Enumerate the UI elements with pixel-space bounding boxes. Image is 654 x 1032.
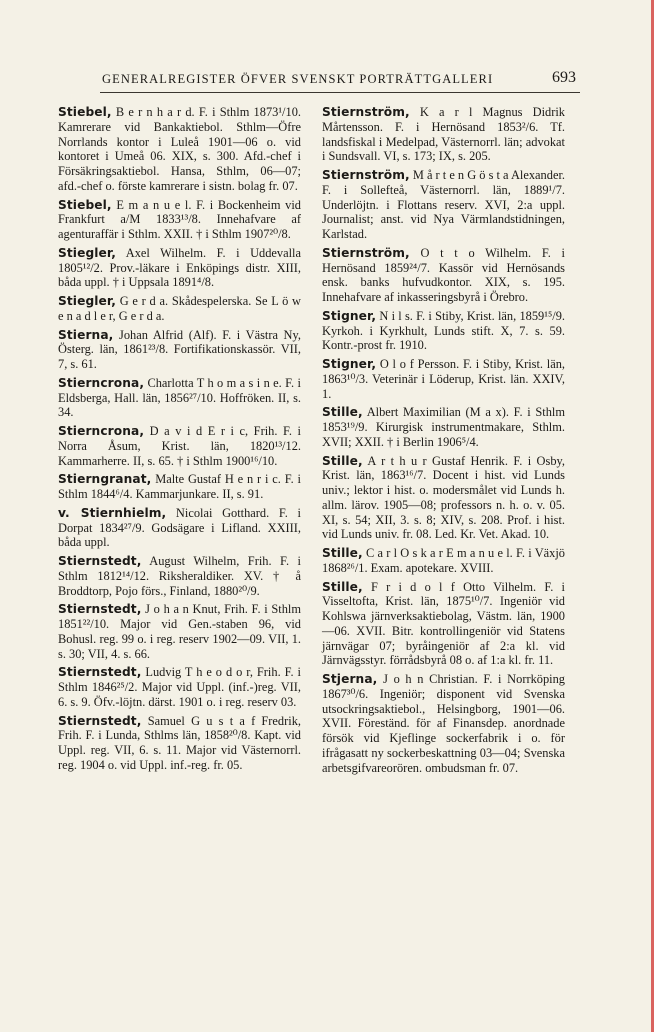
entry-surname: Stigner, — [322, 308, 377, 323]
register-entry — [58, 198, 301, 242]
entry-details: A r t h u r Gustaf Henrik. F. i Osby, Krist. län, 1863¹⁶/7. Docent i hist. vid Lunds univ.; lektor i hist. o. modersmålet vid Lunds h. allm. lärov. 1905—08; professors n. h. o. v. 05. XI, s. 54; XII, 3. s. 8; XIV, s. 208. Prof. i hist. vid Lunds univ. fr. 08. Led. Kr. Vet. Akad. 10. — [322, 453, 565, 542]
entry-details: J o h n Christian. F. i Norrköping 1867³⁰/6. Ingeniör; disponent vid Svenska utsockringsaktiebol., Helsingborg, 1901—06. XVII. Föreständ. för af Finansdep. anordnade försök vid Kjeflinge sockerfabrik i o. för ifrågasatt ny sockerbeskattning 03—04; Svenska arbetsgifvareorören. ombudsman fr. 07. — [322, 672, 565, 775]
entry-details: G e r d a. Skådespelerska. Se L ö w e n a d l e r, G e r d a. — [58, 294, 301, 323]
entry-surname: Stiebel, — [58, 105, 112, 119]
register-entry — [322, 357, 565, 401]
entry-surname: Stiegler, — [58, 294, 116, 308]
entry-surname: Stierna, — [58, 327, 114, 342]
left-column — [58, 105, 301, 777]
entry-surname: v. Stiernhielm, — [58, 505, 167, 520]
entry-surname: Stiegler, — [58, 245, 116, 260]
register-entry — [58, 294, 301, 324]
entry-details: C a r l O s k a r E m a n u e l. F. i Växjö 1868²⁶/1. Exam. apotekare. XVIII. — [322, 546, 565, 575]
register-entry — [58, 376, 301, 420]
register-entry — [58, 665, 301, 709]
entry-details: Charlotta T h o m a s i n e. F. i Eldsberga, Hall. län, 1856²⁷/10. Hoffröken. II, s. 34. — [58, 375, 301, 420]
entry-surname: Stiernstedt, — [58, 602, 142, 617]
register-entry — [322, 546, 565, 576]
entry-details: J o h a n Knut, Frih. F. i Sthlm 1851²²/10. Major vid Gen.-staben 96, vid Bohusl. reg. 99 o. i reg. reserv 1902—09. VII, 1. s. 30; VII, 4. s. 66. — [58, 602, 301, 661]
register-entry — [58, 328, 301, 372]
right-column — [322, 105, 565, 779]
register-entry — [58, 714, 301, 773]
register-entry — [322, 105, 565, 164]
page-number: 693 — [552, 69, 576, 86]
entry-surname: Stierncrona, — [58, 424, 145, 438]
entry-surname: Stiernström, — [322, 168, 410, 182]
register-entry — [58, 246, 301, 290]
entry-surname: Stiernström, — [322, 245, 410, 260]
entry-details: Ludvig T h e o d o r, Frih. F. i Sthlm 1846²⁵/2. Major vid Uppl. (inf.-)reg. VII, 6. s. 9. Öfv.-löjtn. därst. 1901 o. i reg. reserv 03. — [58, 665, 301, 709]
entry-surname: Stjerna, — [322, 672, 378, 686]
entry-surname: Stiebel, — [58, 197, 112, 212]
register-entry — [322, 309, 565, 353]
register-entry — [322, 580, 565, 669]
entry-surname: Stille, — [322, 453, 363, 468]
entry-surname: Stille, — [322, 546, 363, 560]
register-entry — [322, 168, 565, 242]
entry-details: Nicolai Gotthard. F. i Dorpat 1834²⁷/9. Godsägare i Lifland. XXIII, båda uppl. — [58, 505, 301, 550]
entry-details: Malte Gustaf H e n r i c. F. i Sthlm 1844⁶/4. Kammarjunkare. II, s. 91. — [58, 472, 301, 501]
register-entry — [322, 454, 565, 543]
entry-details: F r i d o l f Otto Vilhelm. F. i Visseltofta, Krist. län, 1875¹⁰/7. Ingeniör vid Kohlswa järnverksaktiebolag, Västm. län, 1900—06. XVII. Bitr. kontrollingeniör vid Statens järnvägar 07; byråingeniör af 2:a kl. vid Järnvägsstyr. förrådsbyrå 08 o. af 1:a kl. fr. 11. — [322, 579, 565, 668]
entry-surname: Stille, — [322, 579, 363, 594]
header-rule — [100, 92, 580, 93]
entry-surname: Stiernström, — [322, 105, 410, 119]
register-entry — [322, 672, 565, 775]
entry-details: E m a n u e l. F. i Bockenheim vid Frankfurt a/M 1833¹³/8. Innehafvare af agenturaffär i Sthlm. XXII. † i Sthlm 1907²⁰/8. — [58, 197, 301, 241]
entry-details: N i l s. F. i Stiby, Krist. län, 1859¹⁵/9. Kyrkoh. i Kyrkhult, Lunds stift. X, 7. s. 59. Kontr.-prost fr. 1910. — [322, 308, 565, 353]
entry-details: Johan Alfrid (Alf). F. i Västra Ny, Österg. län, 1861²³/8. Fortifikationskassör. VII, 7, s. 61. — [58, 327, 301, 371]
entry-surname: Stiernstedt, — [58, 554, 142, 568]
entry-surname: Stille, — [322, 405, 363, 420]
entry-surname: Stigner, — [322, 357, 377, 371]
register-entry — [58, 424, 301, 468]
register-entry — [322, 405, 565, 449]
entry-details: Axel Wilhelm. F. i Uddevalla 1805¹²/2. Prov.-läkare i Enköpings distr. XIII, båda uppl. † i Uppsala 1891⁴/8. — [58, 245, 301, 290]
register-entry — [58, 554, 301, 598]
entry-surname: Stierncrona, — [58, 375, 145, 390]
running-header: GENERALREGISTER ÖFVER SVENSKT PORTRÄTTGALLERI — [102, 72, 494, 86]
register-entry — [58, 602, 301, 661]
entry-details: M å r t e n G ö s t a Alexander. F. i Sollefteå, Västernorrl. län, 1889¹/7. Underlöjtn. i Flottans reserv. XVI, 2:a uppl. Journalist; anst. vid Nya Värmlandstidningen, Karlstad. — [322, 168, 565, 241]
entry-surname: Stierngranat, — [58, 472, 152, 487]
register-entry — [58, 506, 301, 550]
entry-details: Samuel G u s t a f Fredrik, Frih. F. i Lunda, Sthlms län, 1858²⁰/8. Kapt. vid Uppl. reg. VII, 6. s. 11. Major vid Västernorrl. reg. 1904 o. vid Uppl. inf.-reg. fr. 05. — [58, 713, 301, 772]
entry-details: K a r l Magnus Didrik Mårtensson. F. i Hernösand 1853²/6. Tf. landsfiskal i Medelpad, Västernorrl. län; advokat i Sundsvall. VI, s. 173; IX, s. 205. — [322, 105, 565, 164]
register-entry — [58, 105, 301, 194]
entry-surname: Stiernstedt, — [58, 665, 142, 680]
entry-details: O t t o Wilhelm. F. i Hernösand 1859²⁴/7. Kassör vid Hernösands ensk. banks hufvudkontor. XIX, s. 195. Innehafvare af inkasseringsbyrå i Örebro. — [322, 245, 565, 304]
entry-details: August Wilhelm, Frih. F. i Sthlm 1812¹⁴/12. Riksheraldiker. XV. † å Broddtorp, Pojo förs., Finland, 1880²⁰/9. — [58, 554, 301, 598]
entry-details: D a v i d E r i c, Frih. F. i Norra Åsum, Krist. län, 1820¹³/12. Kammarherre. II, s. 65. † i Sthlm 1900¹⁶/10. — [58, 424, 301, 468]
entry-details: B e r n h a r d. F. i Sthlm 1873¹/10. Kamrerare vid Bankaktiebol. Sthlm—Öfre Norrlands kontor i Luleå 1901—06 o. vid kontoret i Umeå 06. XIX, s. 300. Afd.-chef i Försäkringsaktiebol. Hansa, Sthlm, 06—07; afd.-chef o. förste kamrerare i sistn. bolag fr. 07. — [58, 105, 301, 193]
entry-surname: Stiernstedt, — [58, 713, 142, 728]
entry-details: O l o f Persson. F. i Stiby, Krist. län, 1863¹⁰/3. Veterinär i Löderup, Krist. län. XXIV, 1. — [322, 357, 565, 401]
register-entry — [322, 246, 565, 305]
entry-details: Albert Maximilian (M a x). F. i Sthlm 1853¹⁹/9. Kirurgisk instrumentmakare, Sthlm. XVII; XXII. † i Berlin 1906⁵/4. — [322, 405, 565, 449]
register-entry — [58, 472, 301, 502]
